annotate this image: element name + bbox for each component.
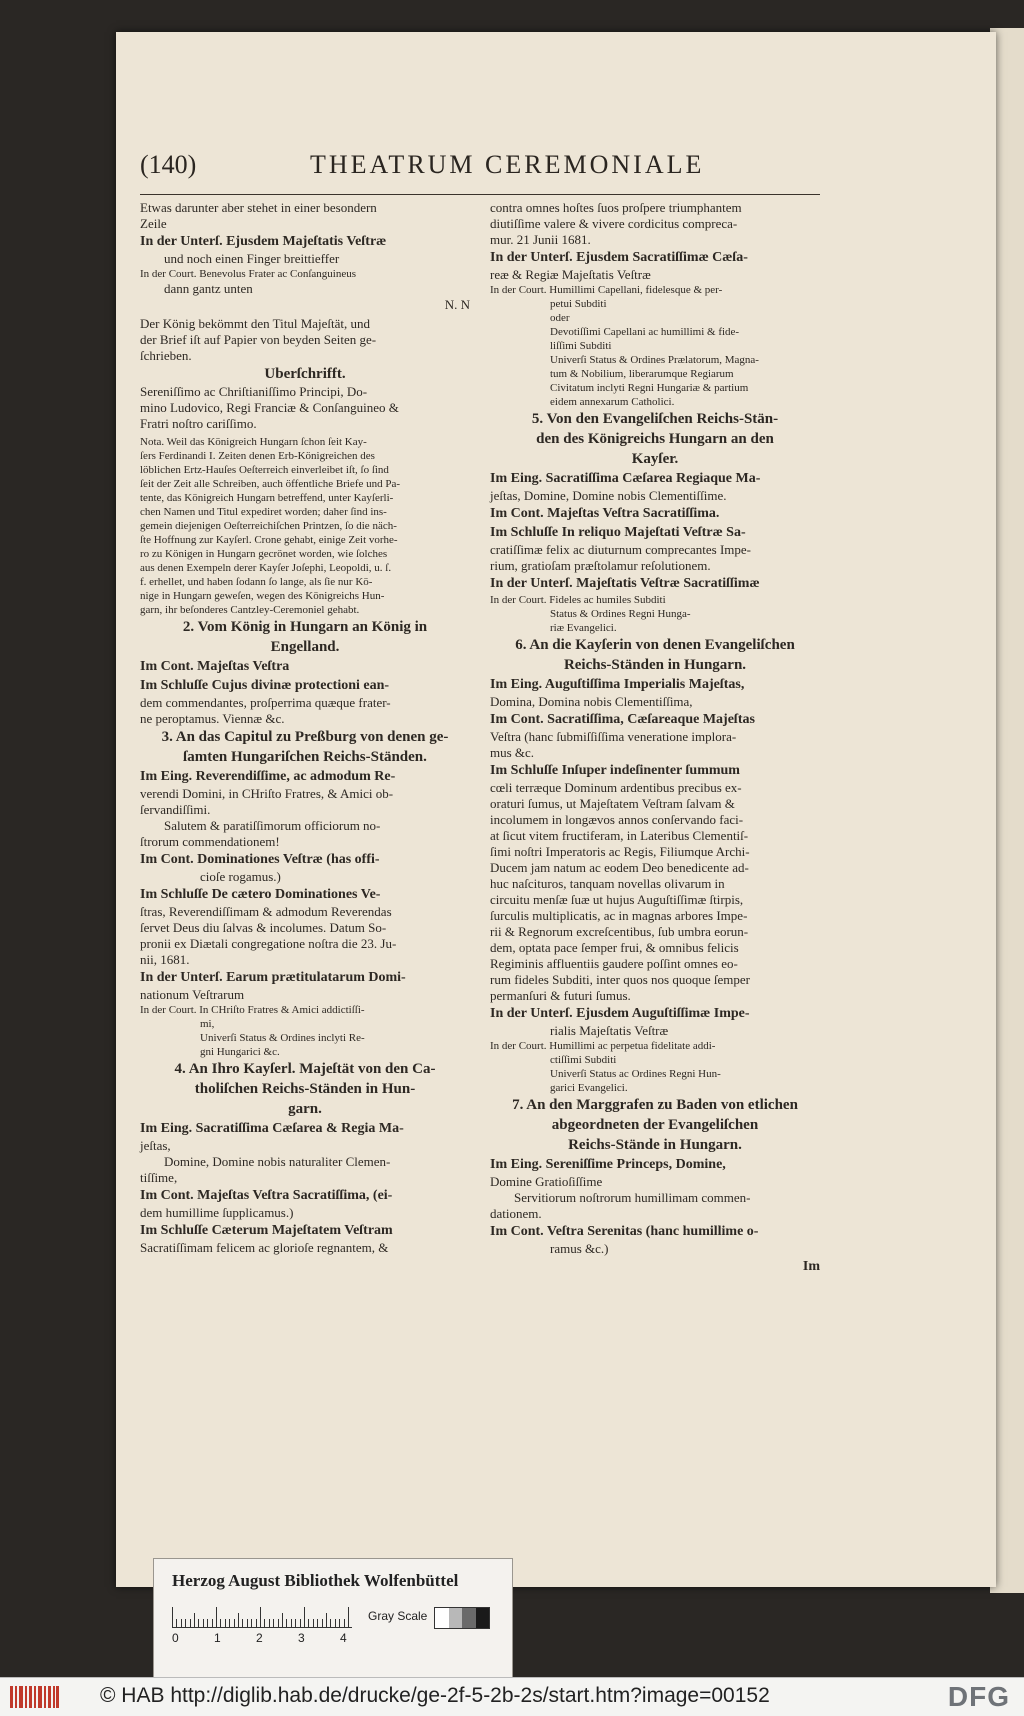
text-line: diutiſſime valere & vivere cordicitus compreca- bbox=[490, 216, 738, 231]
ruler-tick bbox=[256, 1619, 257, 1627]
text-line: Im Cont. Majeſtas Veſtra bbox=[140, 659, 290, 674]
text-line: jeſtas, Domine, Domine nobis Clementiſſime. bbox=[490, 488, 727, 503]
text-line: 5. Von den Evangeliſchen Reichs-Stän- bbox=[531, 411, 779, 427]
ruler-tick bbox=[308, 1619, 309, 1627]
text-line: Im Schluſſe Inſuper indeſinenter ſummum bbox=[490, 763, 740, 778]
ruler-label: 0 bbox=[172, 1631, 179, 1645]
text-line: In der Court. In CHriſto Fratres & Amici addictiſſi- bbox=[140, 1004, 365, 1016]
ruler-tick bbox=[190, 1619, 191, 1627]
ruler-tick bbox=[242, 1619, 243, 1627]
text-line: abgeordneten der Evangeliſchen bbox=[551, 1117, 759, 1133]
ruler-label: 4 bbox=[340, 1631, 347, 1645]
text-line: den des Königreichs Hungarn an den bbox=[536, 431, 774, 447]
text-line: Salutem & paratiſſimorum officiorum no- bbox=[164, 818, 381, 833]
text-line: nationum Veſtrarum bbox=[140, 987, 245, 1002]
text-line: In der Unterſ. Ejusdem Majeſtatis Veſtræ bbox=[140, 234, 387, 249]
barcode-bar bbox=[38, 1686, 42, 1708]
barcode-bar bbox=[44, 1686, 46, 1708]
text-line: Im Eing. Reverendiſſime, ac admodum Re- bbox=[140, 769, 396, 784]
text-line: ſte Hoffnung zur Kayſerl. Crone gehabt, einige Zeit vorhe- bbox=[140, 534, 398, 546]
gray-swatch-cell bbox=[476, 1608, 490, 1628]
text-line: In der Unterſ. Ejusdem Auguſtiſſimæ Impe- bbox=[490, 1006, 750, 1021]
text-line: Engelland. bbox=[270, 639, 340, 655]
text-line: ſtrorum commendationem! bbox=[140, 834, 280, 849]
text-line: reæ & Regiæ Majeſtatis Veſtræ bbox=[490, 267, 651, 282]
text-line: rium, gratioſam præſtolamur reſolutionem. bbox=[490, 558, 711, 573]
text-line: Devotiſſimi Capellani ac humillimi & fide- bbox=[550, 326, 740, 338]
text-line: tiſſime, bbox=[140, 1170, 178, 1185]
text-line: Reichs-Ständen in Hungarn. bbox=[563, 657, 747, 673]
text-line: ro zu Königen in Hungarn gecrönet worden, wie ſolches bbox=[140, 548, 388, 560]
text-line: cioſe rogamus.) bbox=[200, 869, 281, 884]
gray-scale-label: Gray Scale bbox=[368, 1609, 428, 1623]
text-line: ſervet Deus diu ſalvas & incolumes. Datum So- bbox=[140, 920, 387, 935]
ruler-tick bbox=[295, 1619, 296, 1627]
text-line: 4. An Ihro Kayſerl. Majeſtät von den Ca- bbox=[174, 1061, 436, 1077]
text-line: In der Court. Benevolus Frater ac Conſanguineus bbox=[140, 268, 356, 280]
barcode-bar bbox=[48, 1686, 51, 1708]
text-line: mur. 21 Junii 1681. bbox=[490, 232, 591, 247]
text-line: Im Schluſſe De cætero Dominationes Ve- bbox=[140, 887, 381, 902]
text-line: mi, bbox=[200, 1018, 215, 1030]
ruler-tick bbox=[207, 1619, 208, 1627]
text-line: ne peroptamus. Viennæ &c. bbox=[140, 711, 285, 726]
library-name: Herzog August Bibliothek Wolfenbüttel bbox=[172, 1571, 459, 1590]
text-line: f. erhellet, und haben ſodann ſo lange, als ſie nur Kö- bbox=[140, 576, 373, 588]
text-line: tholiſchen Reichs-Ständen in Hun- bbox=[194, 1081, 416, 1097]
text-line: riæ Evangelici. bbox=[550, 622, 617, 634]
text-line: Im bbox=[802, 1259, 820, 1274]
ruler-tick bbox=[304, 1607, 305, 1627]
text-line: dem commendantes, proſperrima quæque frater- bbox=[140, 695, 391, 710]
text-line: ſervandiſſimi. bbox=[140, 802, 211, 817]
text-line: In der Court. Fideles ac humiles Subditi bbox=[490, 594, 666, 606]
text-line: dationem. bbox=[490, 1206, 542, 1221]
dfg-logo: DFG bbox=[947, 1681, 1010, 1712]
text-line: ſeit der Zeit alle Schreiben, auch öffentliche Briefe und Pa- bbox=[140, 478, 401, 490]
text-line: 2. Vom König in Hungarn an König in bbox=[182, 619, 428, 635]
text-line: Im Schluſſe In reliquo Majeſtati Veſtræ Sa- bbox=[490, 525, 746, 540]
gray-swatch-cell bbox=[462, 1608, 476, 1628]
text-line: löblichen Ertz-Hauſes Oeſterreich einverleibet iſt, ſo ſind bbox=[140, 464, 389, 476]
ruler-label: 2 bbox=[256, 1631, 263, 1645]
text-line: Domine Gratioſiſſime bbox=[490, 1174, 603, 1189]
text-line: Im Cont. Majeſtas Veſtra Sacratiſſima, (ei- bbox=[140, 1188, 393, 1203]
text-line: Im Cont. Dominationes Veſtræ (has offi- bbox=[140, 852, 380, 867]
barcode-bar bbox=[56, 1686, 59, 1708]
text-line: rum fideles Subditi, inter quos nos quoque ſemper bbox=[490, 972, 750, 987]
ruler-tick bbox=[326, 1613, 327, 1627]
text-line: incolumem in longævos annos conſervando faci- bbox=[490, 812, 744, 827]
ruler-tick bbox=[198, 1619, 199, 1627]
text-line: permanſuri & futuri ſumus. bbox=[490, 988, 631, 1003]
text-line: In der Unterſ. Earum prætitulatarum Domi- bbox=[140, 970, 406, 985]
text-line: jeſtas, bbox=[140, 1138, 171, 1153]
ruler-tick bbox=[344, 1619, 345, 1627]
ruler-tick bbox=[185, 1619, 186, 1627]
ruler-tick bbox=[348, 1607, 349, 1627]
text-line: In der Court. Humillimi ac perpetua fidelitate addi- bbox=[490, 1040, 716, 1052]
barcode-bar bbox=[19, 1686, 23, 1708]
gray-swatch-cell bbox=[435, 1608, 449, 1628]
text-line: Im Cont. Veſtra Serenitas (hanc humillime o- bbox=[490, 1224, 759, 1239]
text-line: Im Schluſſe Cæterum Majeſtatem Veſtram bbox=[140, 1223, 393, 1238]
text-line: Ducem jam natum ac eodem Deo benedicente ad- bbox=[490, 860, 749, 875]
text-line: In der Unterſ. Ejusdem Sacratiſſimæ Cæſa- bbox=[490, 250, 748, 265]
text-line: garn, ihr beſonderes Cantzley-Ceremoniel gehabt. bbox=[140, 604, 360, 616]
ruler-tick bbox=[251, 1619, 252, 1627]
text-line: Univerſi Status & Ordines Prælatorum, Magna- bbox=[550, 354, 759, 366]
ruler-labels bbox=[172, 1631, 372, 1647]
viewer-footer bbox=[0, 1677, 1024, 1716]
text-line: huc naſcituros, tanquam novellas olivarum in bbox=[490, 876, 725, 891]
text-line: dann gantz unten bbox=[164, 281, 253, 296]
text-line: garn. bbox=[288, 1101, 322, 1117]
barcode-bar bbox=[15, 1686, 17, 1708]
ruler-tick bbox=[282, 1613, 283, 1627]
ruler-tick bbox=[229, 1619, 230, 1627]
text-line: gemein diejenigen Oeſterreichiſchen Printzen, ſo die näch- bbox=[140, 520, 397, 532]
text-line: tum & Nobilium, liberarumque Regiarum bbox=[550, 368, 734, 380]
barcode-bar bbox=[29, 1686, 32, 1708]
text-line: nige in Hungarn geweſen, wegen des Königreichs Hun- bbox=[140, 590, 385, 602]
barcode-bar bbox=[53, 1686, 55, 1708]
text-line: Im Eing. Sacratiſſima Cæſarea & Regia Ma- bbox=[140, 1121, 404, 1136]
text-line: Status & Ordines Regni Hunga- bbox=[550, 608, 691, 620]
text-line: at ſicut vitem fructiferam, in Lateribus Clementiſ- bbox=[490, 828, 749, 843]
text-line: 6. An die Kayſerin von denen Evangeliſchen bbox=[515, 637, 795, 653]
gray-swatch-cell bbox=[449, 1608, 463, 1628]
text-line: In der Court. Humillimi Capellani, fidelesque & per- bbox=[490, 284, 723, 296]
ruler-tick bbox=[286, 1619, 287, 1627]
text-line: chen Namen und Titul expediret worden; daher ſind ins- bbox=[140, 506, 387, 518]
text-line: contra omnes hoſtes ſuos proſpere triumphantem bbox=[490, 200, 742, 215]
text-line: Im Schluſſe Cujus divinæ protectioni ean- bbox=[140, 678, 390, 693]
ruler-tick bbox=[220, 1619, 221, 1627]
ruler-tick bbox=[194, 1613, 195, 1627]
text-line: mus &c. bbox=[490, 745, 535, 760]
text-line: Kayſer. bbox=[631, 451, 679, 467]
ruler-tick bbox=[300, 1619, 301, 1627]
text-line: ſchrieben. bbox=[140, 348, 192, 363]
ruler-tick bbox=[234, 1619, 235, 1627]
text-line: mino Ludovico, Regi Franciæ & Conſanguineo & bbox=[140, 400, 399, 415]
text-line: cratiſſimæ felix ac diuturnum comprecantes Impe- bbox=[490, 542, 751, 557]
ruler-tick bbox=[260, 1607, 261, 1627]
text-line: dem, optata pace ſemper frui, & omnibus felicis bbox=[490, 940, 739, 955]
text-line: Uberſchrifft. bbox=[264, 366, 346, 382]
text-line: Univerſi Status & Ordines inclyti Re- bbox=[200, 1032, 365, 1044]
ruler-tick bbox=[203, 1619, 204, 1627]
text-line: Zeile bbox=[140, 216, 167, 231]
text-line: Im Eing. Auguſtiſſima Imperialis Majeſtas, bbox=[490, 677, 745, 692]
ruler-tick bbox=[238, 1613, 239, 1627]
text-line: petui Subditi bbox=[550, 298, 607, 310]
barcode-bar bbox=[25, 1686, 27, 1708]
text-line: liſſimi Subditi bbox=[550, 340, 612, 352]
ruler-tick bbox=[330, 1619, 331, 1627]
text-line: Domina, Domina nobis Clementiſſima, bbox=[490, 694, 693, 709]
text-line: Univerſi Status ac Ordines Regni Hun- bbox=[550, 1068, 721, 1080]
text-line: circuitu menſæ ſuæ ut hujus Auguſtiſſimæ ſtirpis, bbox=[490, 892, 744, 907]
ruler-tick bbox=[317, 1619, 318, 1627]
text-line: Veſtra (hanc ſubmiſſiſſima veneratione implora- bbox=[490, 729, 737, 744]
text-line: ſurculis multiplicatis, ac in magnas arbores Impe- bbox=[490, 908, 748, 923]
ruler-tick bbox=[225, 1619, 226, 1627]
text-line: N. N bbox=[444, 297, 470, 312]
ruler-tick bbox=[273, 1619, 274, 1627]
text-line: ramus &c.) bbox=[550, 1241, 609, 1256]
text-line: Etwas darunter aber stehet in einer besondern bbox=[140, 200, 377, 215]
text-line: der Brief iſt auf Papier von beyden Seiten ge- bbox=[140, 332, 377, 347]
text-line: 7. An den Marggrafen zu Baden von etlichen bbox=[512, 1097, 798, 1113]
text-line: oraturi ſumus, ut Majeſtatem Veſtram ſalvam & bbox=[490, 796, 735, 811]
source-url[interactable]: © HAB http://diglib.hab.de/drucke/ge-2f-5-2b-2s/start.htm?image=00152 bbox=[100, 1684, 770, 1707]
text-line: Servitiorum noſtrorum humillimam commen- bbox=[514, 1190, 751, 1205]
text-line: ctiſſimi Subditi bbox=[550, 1054, 617, 1066]
text-line: Domine, Domine nobis naturaliter Clemen- bbox=[164, 1154, 391, 1169]
text-line: Fratri noſtro cariſſimo. bbox=[140, 416, 257, 431]
text-line: rii & Regnorum excreſcentibus, ſub umbra eorun- bbox=[490, 924, 749, 939]
ruler-tick bbox=[339, 1619, 340, 1627]
text-line: Der König bekömmt den Titul Majeſtät, und bbox=[140, 316, 371, 331]
ruler-tick bbox=[264, 1619, 265, 1627]
text-line: Civitatum inclyti Regni Hungariæ & partium bbox=[550, 382, 749, 394]
ruler-scale bbox=[172, 1605, 352, 1628]
right-text-column bbox=[490, 200, 820, 1276]
text-line: In der Unterſ. Majeſtatis Veſtræ Sacratiſſimæ bbox=[490, 576, 760, 591]
ruler-tick bbox=[181, 1619, 182, 1627]
text-line: Im Eing. Sacratiſſima Cæſarea Regiaque Ma- bbox=[490, 471, 761, 486]
ruler-tick bbox=[269, 1619, 270, 1627]
text-line: und noch einen Finger breittieffer bbox=[164, 251, 340, 266]
ruler-tick bbox=[335, 1619, 336, 1627]
ruler-tick bbox=[247, 1619, 248, 1627]
barcode-bar bbox=[34, 1686, 36, 1708]
ruler-label: 3 bbox=[298, 1631, 305, 1645]
text-line: verendi Domini, in CHriſto Fratres, & Amici ob- bbox=[140, 786, 394, 801]
text-line: Regiminis affluentiis gaudere poſſint omnes eo- bbox=[490, 956, 738, 971]
text-line: ſtras, Reverendiſſimam & admodum Reverendas bbox=[140, 904, 392, 919]
text-line: ſers Ferdinandi I. Zeiten denen Erb-Königreichen des bbox=[140, 450, 375, 462]
text-line: Nota. Weil das Königreich Hungarn ſchon ſeit Kay- bbox=[140, 436, 367, 448]
ruler-tick bbox=[172, 1607, 173, 1627]
text-line: aus denen Exempeln derer Kayſer Joſephi, Leopoldi, u. ſ. bbox=[140, 562, 392, 574]
text-line: 3. An das Capitul zu Preßburg von denen ge- bbox=[161, 729, 449, 745]
barcode-icon bbox=[10, 1686, 60, 1708]
ruler-label: 1 bbox=[214, 1631, 221, 1645]
page-number: (140) bbox=[140, 150, 197, 179]
text-line: Sereniſſimo ac Chriſtianiſſimo Principi, Do- bbox=[140, 384, 368, 399]
ruler-tick bbox=[216, 1607, 217, 1627]
ruler-tick bbox=[176, 1619, 177, 1627]
header-rule bbox=[140, 194, 820, 195]
text-line: Reichs-Stände in Hungarn. bbox=[568, 1137, 742, 1153]
text-line: tente, das Königreich Hungarn betreffend, unter Kayſerli- bbox=[140, 492, 394, 504]
text-line: pronii ex Diætali congregatione noſtra die 23. Ju- bbox=[140, 936, 397, 951]
text-line: Sacratiſſimam felicem ac glorioſe regnantem, & bbox=[140, 1240, 389, 1255]
text-line: eidem annexarum Catholici. bbox=[550, 396, 675, 408]
running-header bbox=[140, 150, 820, 190]
text-line: rialis Majeſtatis Veſtræ bbox=[550, 1023, 669, 1038]
ruler-tick bbox=[291, 1619, 292, 1627]
text-line: ſimi noſtri Imperatoris ac Regis, Filiumque Archi- bbox=[490, 844, 750, 859]
text-line: gni Hungarici &c. bbox=[200, 1046, 280, 1058]
text-line: Im Cont. Sacratiſſima, Cæſareaque Majeſtas bbox=[490, 712, 755, 727]
text-line: Im Eing. Sereniſſime Princeps, Domine, bbox=[490, 1157, 726, 1172]
text-line: Im Cont. Majeſtas Veſtra Sacratiſſima. bbox=[490, 506, 720, 521]
text-line: nii, 1681. bbox=[140, 952, 190, 967]
text-line: oder bbox=[550, 312, 570, 324]
text-line: ſamten Hungariſchen Reichs-Ständen. bbox=[183, 749, 427, 765]
ruler-tick bbox=[322, 1619, 323, 1627]
text-line: cœli terræque Dominum ardentibus precibus ex- bbox=[490, 780, 742, 795]
ruler-tick bbox=[212, 1619, 213, 1627]
text-line: dem humillime ſupplicamus.) bbox=[140, 1205, 294, 1220]
ruler-tick bbox=[313, 1619, 314, 1627]
gray-scale-swatch bbox=[434, 1607, 490, 1629]
barcode-bar bbox=[10, 1686, 13, 1708]
ruler-tick bbox=[278, 1619, 279, 1627]
left-text-column bbox=[140, 200, 470, 1256]
running-title: THEATRUM CEREMONIALE bbox=[310, 150, 705, 179]
text-line: garici Evangelici. bbox=[550, 1082, 628, 1094]
